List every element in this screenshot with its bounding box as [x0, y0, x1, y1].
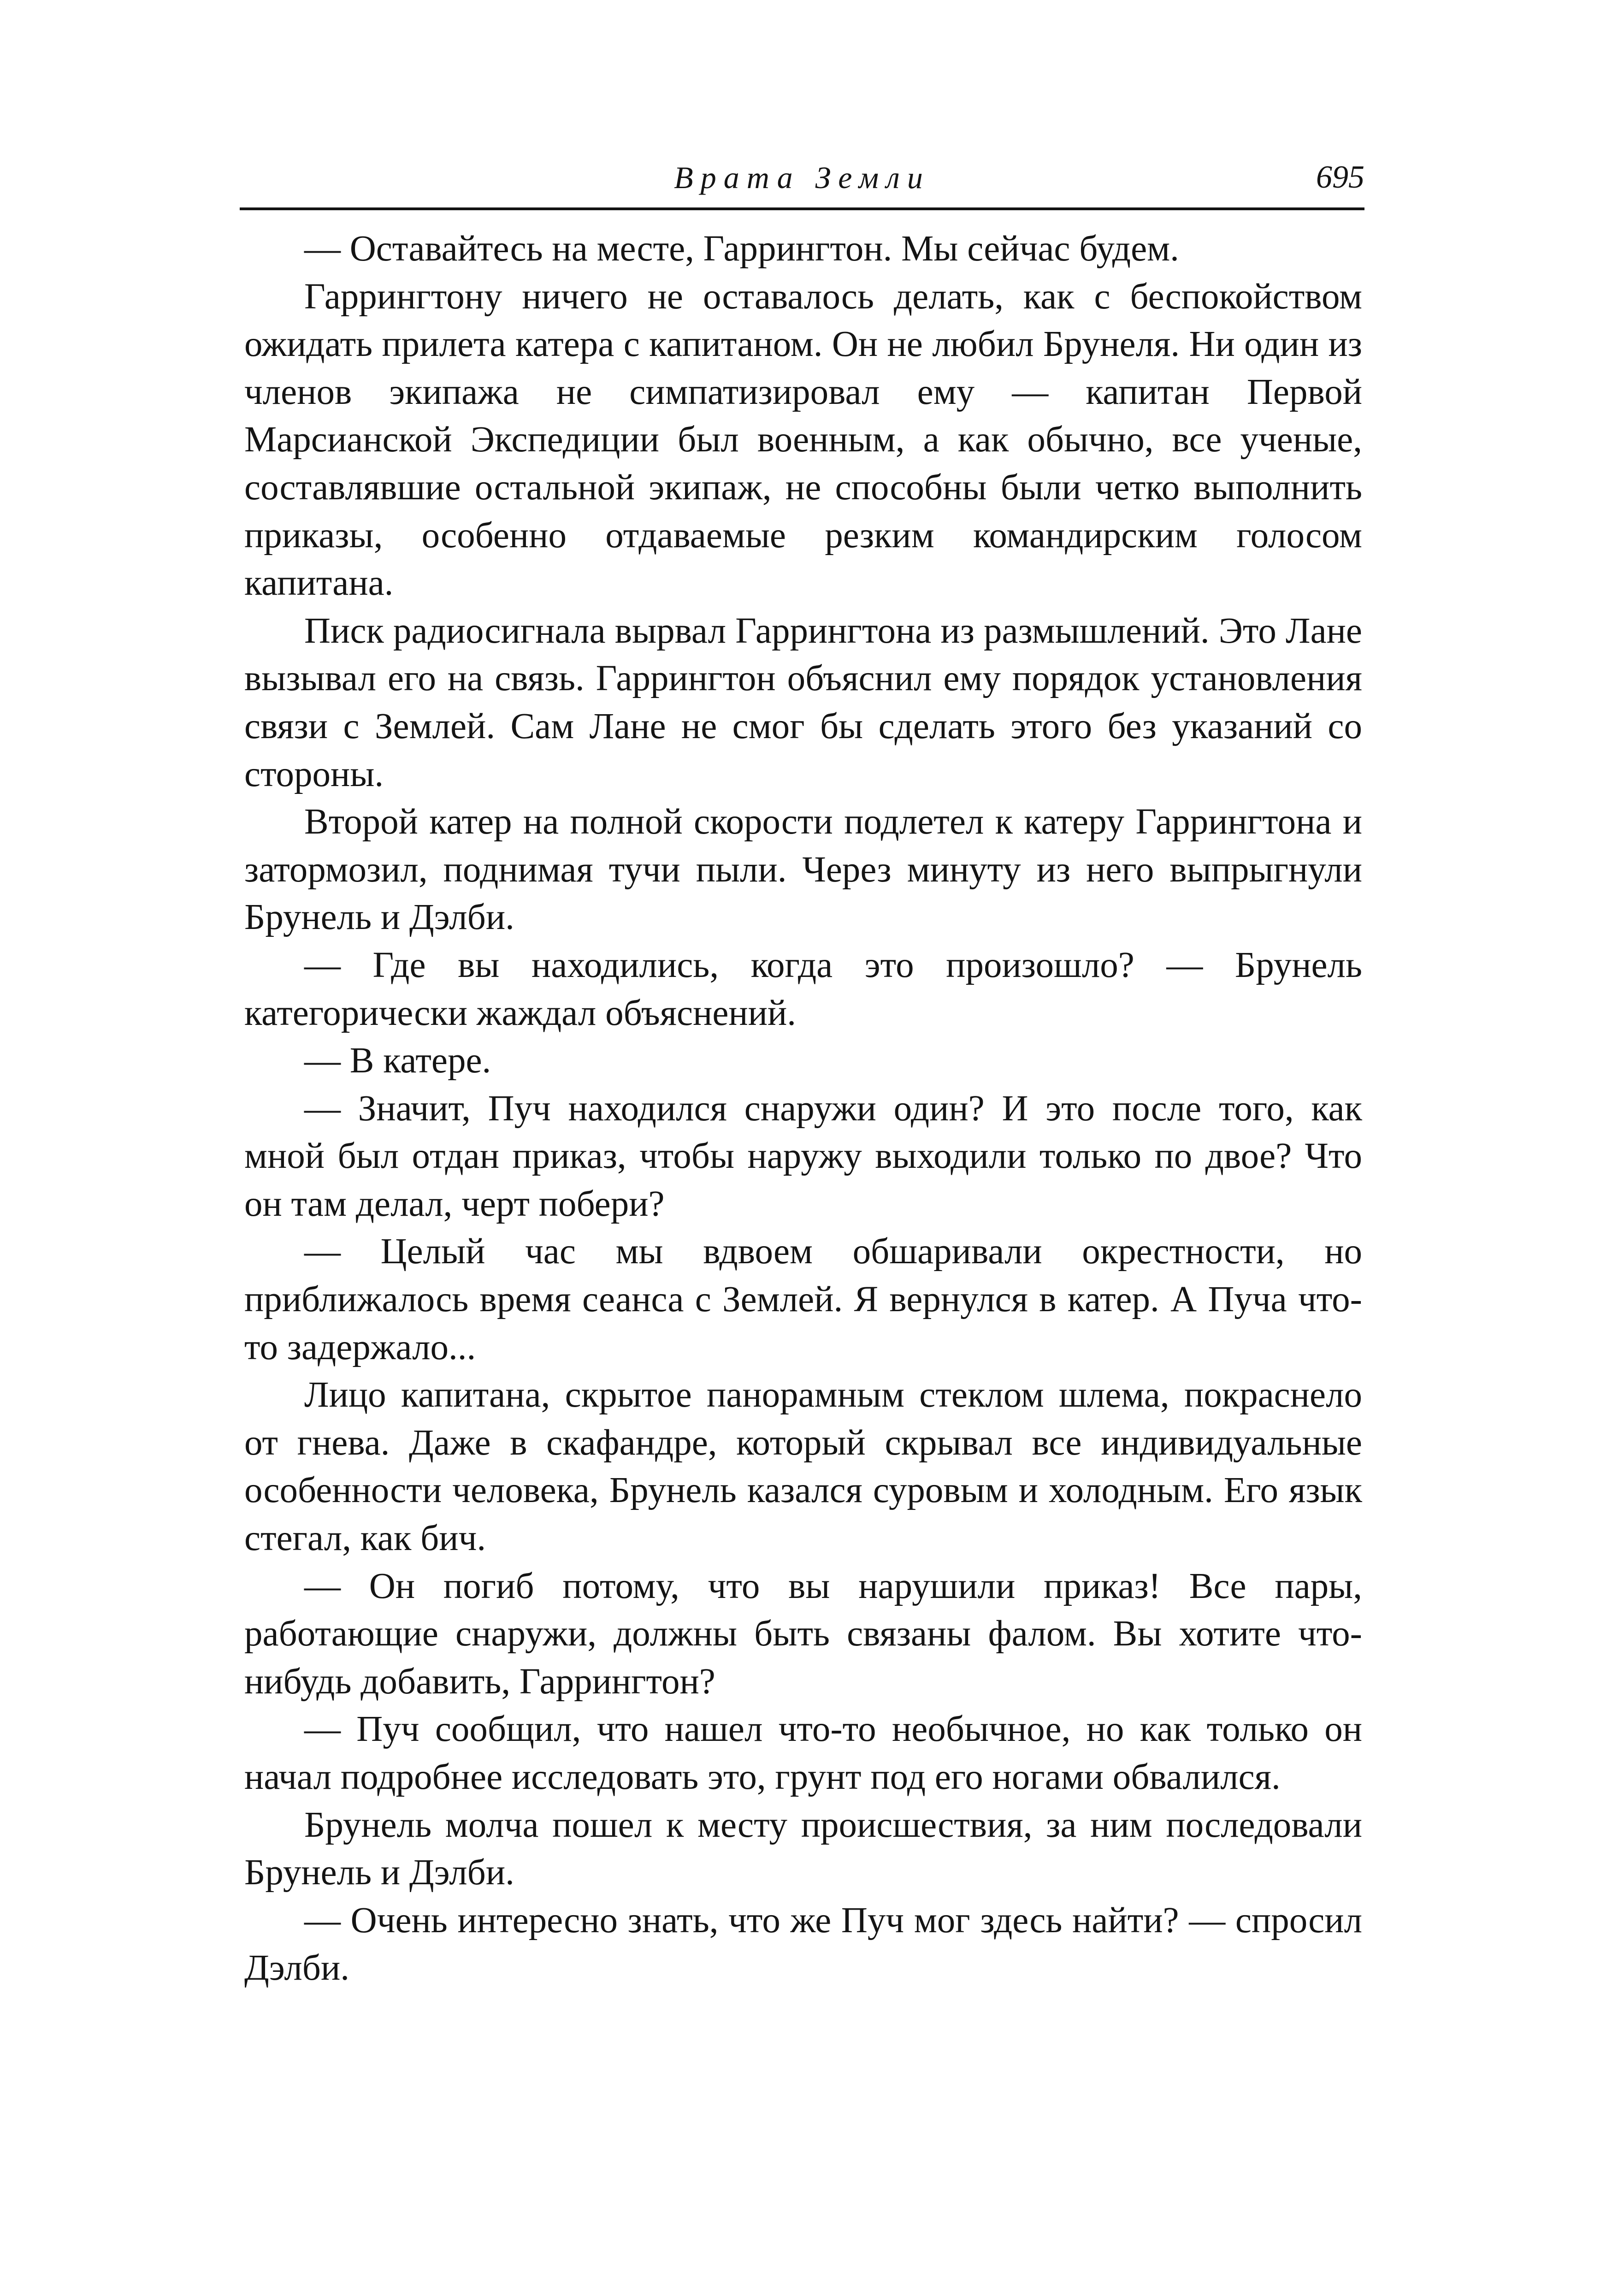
page-number: 695 — [1316, 160, 1364, 195]
header-rule — [240, 207, 1364, 210]
paragraph: — Очень интересно знать, что же Пуч мог здесь найти? — спросил Дэлби. — [244, 1900, 1362, 1988]
paragraph: — Целый час мы вдвоем обшаривали окрестности, но приближалось время сеанса с Землей. Я вернулся в катер. А Пуча что-то задержало... — [244, 1231, 1362, 1367]
paragraph: — В катере. — [304, 1041, 491, 1081]
paragraph: Гаррингтону ничего не оставалось делать, как с беспокойством ожидать прилета катера с капитаном. Он не любил Брунеля. Ни один из членов экипажа не симпатизировал ему — капитан Первой Марсианской Экспедиции был военным, а как обычно, все ученые, составлявшие остальной экипаж, не способны были четко выполнить приказы, особенно отдаваемые резким командирским голосом капитана. — [244, 276, 1362, 604]
paragraph: Второй катер на полной скорости подлетел к катеру Гаррингтона и затормозил, поднимая тучи пыли. Через минуту из него выпрыгнули Брунель и Дэлби. — [244, 802, 1362, 938]
paragraph: — Он погиб потому, что вы нарушили приказ! Все пары, работающие снаружи, должны быть связаны фалом. Вы хотите что-нибудь добавить, Гаррингтон? — [244, 1566, 1362, 1702]
paragraph: Брунель молча пошел к месту происшествия, за ним последовали Брунель и Дэлби. — [244, 1805, 1362, 1893]
paragraph: Писк радиосигнала вырвал Гаррингтона из размышлений. Это Лане вызывал его на связь. Гаррингтон объяснил ему порядок установления связи с Землей. Сам Лане не смог бы сделать этого без указаний со стороны. — [244, 610, 1362, 794]
paragraph: — Где вы находились, когда это произошло? — Брунель категорически жаждал объяснений. — [244, 945, 1362, 1033]
paragraph: — Пуч сообщил, что нашел что-то необычное, но как только он начал подробнее исследовать это, грунт под его ногами обвалился. — [244, 1709, 1362, 1797]
body-text — [244, 225, 1362, 1992]
paragraph: — Значит, Пуч находился снаружи один? И это после того, как мной был отдан приказ, чтобы наружу выходили только по двое? Что он там делал, черт побери? — [244, 1088, 1362, 1224]
paragraph: Лицо капитана, скрытое панорамным стеклом шлема, покраснело от гнева. Даже в скафандре, который скрывал все индивидуальные особенности человека, Брунель казался суровым и холодным. Его язык стегал, как бич. — [244, 1375, 1362, 1559]
running-head — [240, 154, 1364, 210]
running-title: Врата Земли — [674, 160, 930, 195]
paragraph: — Оставайтесь на месте, Гаррингтон. Мы сейчас будем. — [304, 229, 1179, 269]
